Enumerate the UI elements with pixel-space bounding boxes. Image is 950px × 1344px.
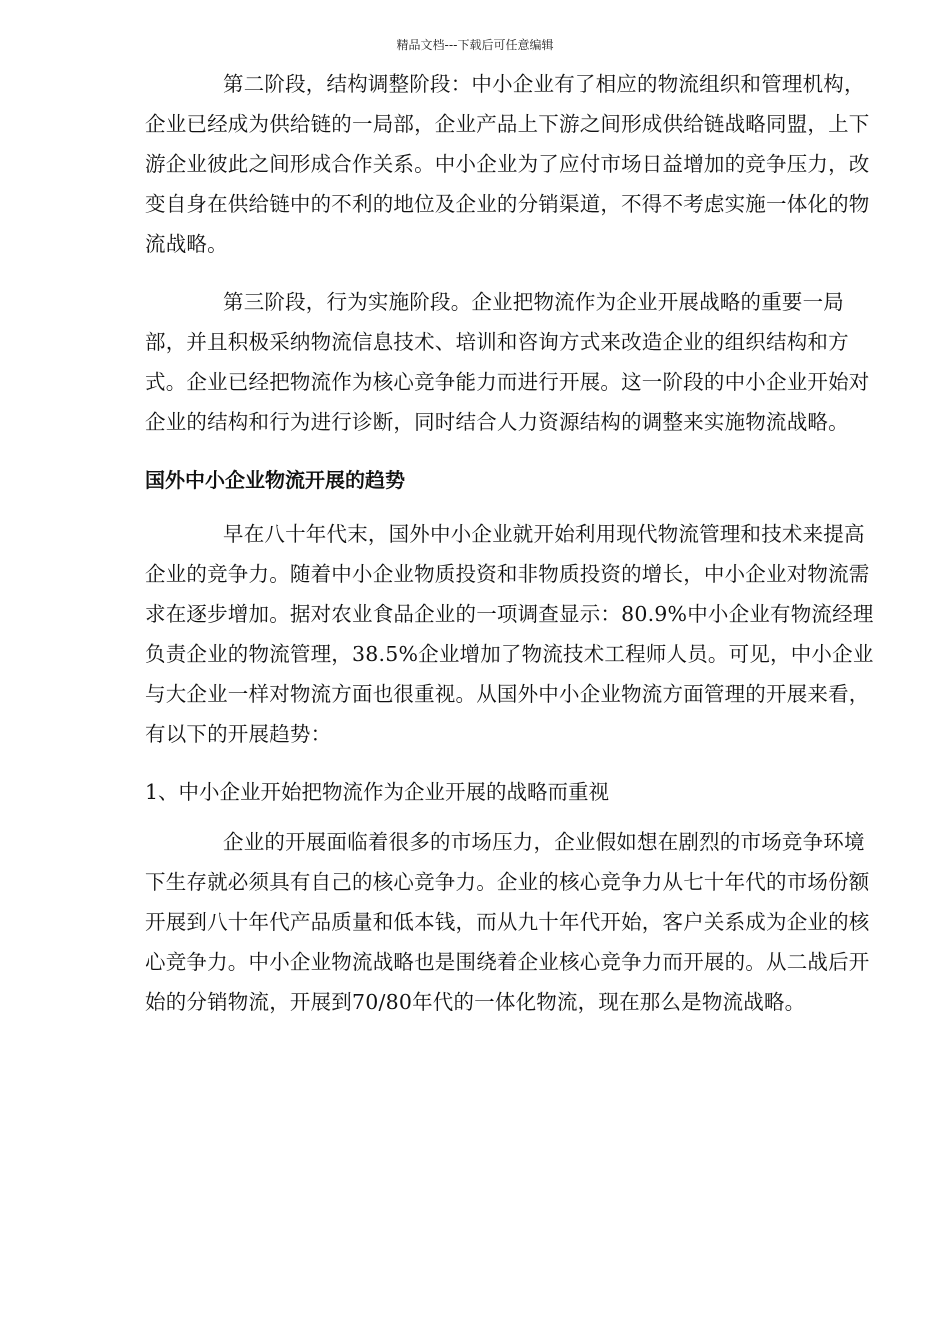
paragraph-stage-two: 第二阶段，结构调整阶段：中小企业有了相应的物流组织和管理机构，企业已经成为供给链的一局部，企业产品上下游之间形成供给链战略同盟，上下游企业彼此之间形成合作关系。中小企业为了应付市场日益增加的竞争压力，改变自身在供给链中的不利的地位及企业的分销渠道，不得不考虑实施一体化的物流战略。 <box>145 72 870 256</box>
paragraph-stage-three: 第三阶段，行为实施阶段。企业把物流作为企业开展战略的重要一局部，并且积极采纳物流信息技术、培训和咨询方式来改造企业的组织结构和方式。企业已经把物流作为核心竞争能力而进行开展。这一阶段的中小企业开始对企业的结构和行为进行诊断，同时结合人力资源结构的调整来实施物流战略。 <box>145 290 870 434</box>
paragraph-core-competence: 企业的开展面临着很多的市场压力，企业假如想在剧烈的市场竞争环境下生存就必须具有自己的核心竞争力。企业的核心竞争力从七十年代的市场份额开展到八十年代产品质量和低本钱，而从九十年代开始，客户关系成为企业的核心竞争力。中小企业物流战略也是围绕着企业核心竞争力而开展的。从二战后开始的分销物流，开展到70/80年代的一体化物流，现在那么是物流战略。 <box>145 830 870 1014</box>
list-item-1: 1、中小企业开始把物流作为企业开展的战略而重视 <box>145 780 610 804</box>
document-body <box>145 64 875 1040</box>
section-heading: 国外中小企业物流开展的趋势 <box>145 468 405 492</box>
paragraph-trends-intro: 早在八十年代末，国外中小企业就开始利用现代物流管理和技术来提高企业的竞争力。随着中小企业物质投资和非物质投资的增长，中小企业对物流需求在逐步增加。据对农业食品企业的一项调查显示：80.9%中小企业有物流经理负责企业的物流管理，38.5%企业增加了物流技术工程师人员。可见，中小企业与大企业一样对物流方面也很重视。从国外中小企业物流方面管理的开展来看，有以下的开展趋势： <box>145 522 874 746</box>
page-header: 精品文档---下载后可任意编辑 <box>396 38 554 52</box>
